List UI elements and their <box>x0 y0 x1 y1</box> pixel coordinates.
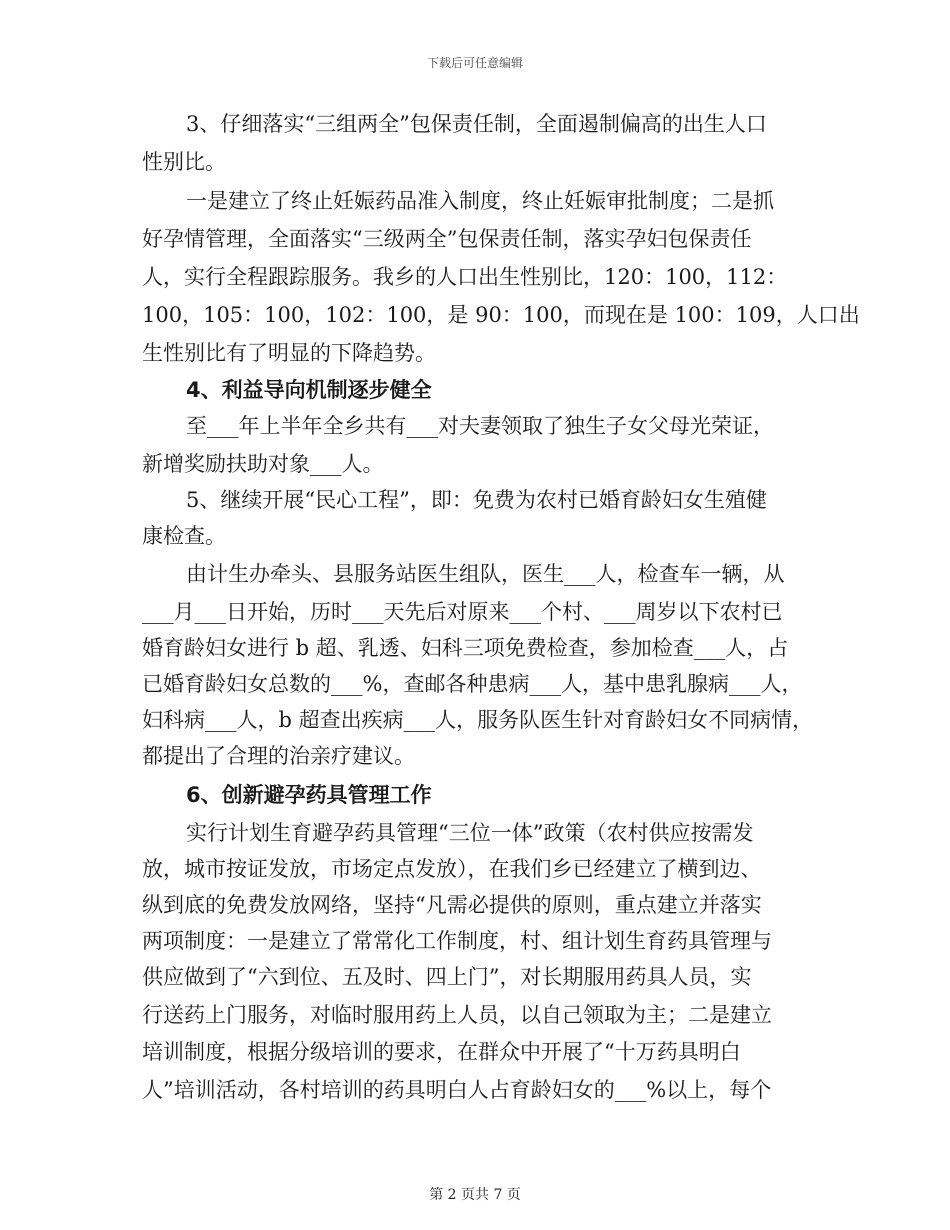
text-line: 5、继续开展“民心工程”，即：免费为农村已婚育龄妇女生殖健 <box>186 488 767 512</box>
text-line: 实行计划生育避孕药具管理“三位一体”政策（农村供应按需发 <box>186 821 754 845</box>
section-heading: 6、创新避孕药具管理工作 <box>186 783 432 807</box>
text-line: 两项制度：一是建立了常常化工作制度，村、组计划生育药具管理与 <box>142 929 772 953</box>
text-line: 人，实行全程跟踪服务。我乡的人口出生性别比，120：100，112： <box>142 265 788 289</box>
text-line: 妇科病___人，b 超查出疾病___人，服务队医生针对育龄妇女不同病情， <box>142 708 814 732</box>
text-line: 至___年上半年全乡共有___对夫妻领取了独生子女父母光荣证， <box>186 414 774 438</box>
text-line: 康检查。 <box>142 524 226 548</box>
text-line: 都提出了合理的治亲疗建议。 <box>142 744 415 768</box>
text-line: 新增奖励扶助对象___人。 <box>142 452 384 476</box>
text-line: 生性别比有了明显的下降趋势。 <box>142 341 436 365</box>
text-line: 培训制度，根据分级培训的要求，在群众中开展了“十万药具明白 <box>142 1040 741 1064</box>
text-line: 纵到底的免费发放网络，坚持“凡需必提供的原则，重点建立并落实 <box>142 893 762 917</box>
page-footer: 第 2 页共 7 页 <box>429 1187 521 1203</box>
text-line: 已婚育龄妇女总数的___%，查邮各种患病___人，基中患乳腺病___人， <box>142 672 803 696</box>
text-line: 行送药上门服务，对临时服用药上人员，以自己领取为主；二是建立 <box>142 1003 772 1027</box>
text-line: 一是建立了终止妊娠药品准入制度，终止妊娠审批制度；二是抓 <box>186 189 774 213</box>
text-line: 婚育龄妇女进行 b 超、乳透、妇科三项免费检查，参加检查___人，占 <box>142 636 789 660</box>
text-line: 性别比。 <box>142 150 226 174</box>
text-line: 放，城市按证发放，市场定点发放），在我们乡已经建立了横到边、 <box>142 857 762 881</box>
text-line: 由计生办牵头、县服务站医生组队，医生___人，检查车一辆，从 <box>186 562 785 586</box>
text-line: 100，105：100，102：100，是 90：100，而现在是 100：109，人口出 <box>142 303 860 327</box>
text-line: 好孕情管理，全面落实“三级两全”包保责任制，落实孕妇包保责任 <box>142 227 752 251</box>
section-heading: 4、利益导向机制逐步健全 <box>186 378 432 402</box>
text-line: ___月___日开始，历时___天先后对原来___个村、___周岁以下农村已 <box>142 600 783 624</box>
text-line: 供应做到了“六到位、五及时、四上门”，对长期服用药具人员，实 <box>142 965 752 989</box>
text-line: 3、仔细落实“三组两全”包保责任制，全面遏制偏高的出生人口 <box>186 112 767 136</box>
page-header: 下载后可任意编辑 <box>426 56 523 70</box>
text-line: 人”培训活动，各村培训的药具明白人占育龄妇女的___%以上，每个 <box>142 1078 772 1102</box>
